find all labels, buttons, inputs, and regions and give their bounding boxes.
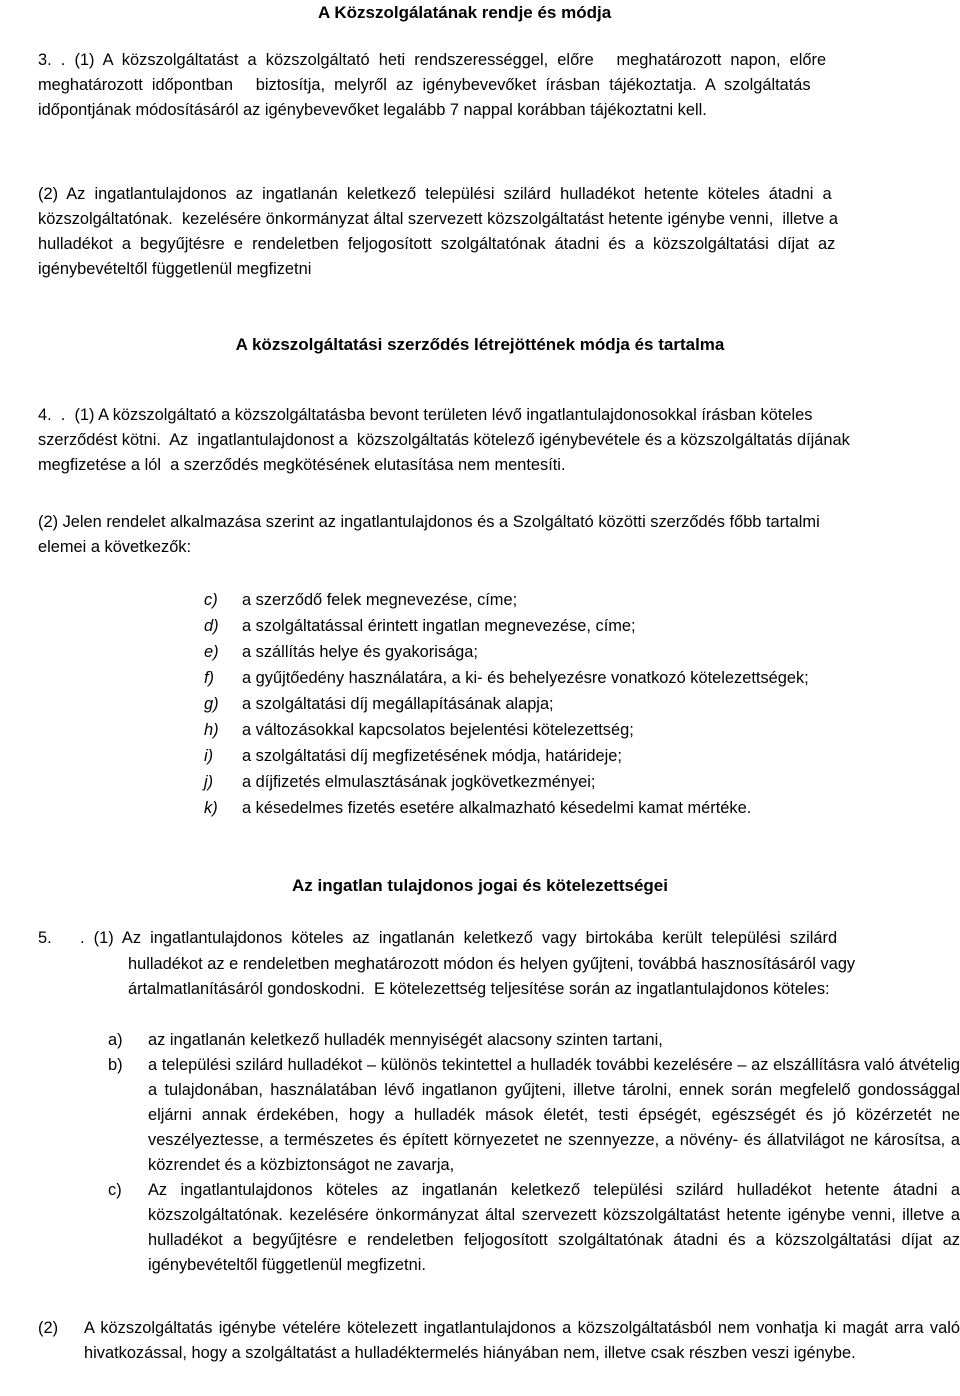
list-item-text: az ingatlanán keletkező hulladék mennyiségét alacsony szinten tartani, [148, 1031, 663, 1049]
section-5-paragraph-2 [38, 1316, 960, 1366]
list-item-text: a szállítás helye és gyakorisága; [242, 643, 478, 661]
list-item-label: c) [108, 1181, 122, 1199]
list-item-label: c) [204, 591, 218, 609]
list-item-text: a szolgáltatási díj megfizetésének módja, határideje; [242, 747, 622, 765]
list-item [204, 770, 924, 796]
text-line: ártalmatlanításáról gondoskodni. E kötelezettség teljesítése során az ingatlantulajdonos köteles: [128, 980, 830, 998]
list-item-text: a díjfizetés elmulasztásának jogkövetkezményei; [242, 773, 596, 791]
text-line: elemei a következők: [38, 538, 192, 556]
list-item [108, 1053, 960, 1178]
text-line: időpontjának módosításáról az igénybevevőket legalább 7 nappal korábban tájékoztatni kell. [38, 101, 707, 119]
list-item-text: a szolgáltatási díj megállapításának alapja; [242, 695, 554, 713]
paragraph-text: A közszolgáltatás igénybe vételére kötelezett ingatlantulajdonos a közszolgáltatásból nem vonhatja ki magát arra való hivatkozással, hogy a szolgáltatást a hulladéktermelés hiányában nem, illetve csak részben veszi igénybe. [84, 1319, 960, 1362]
section-4-paragraph-1 [38, 403, 960, 478]
list-item-label: a) [108, 1031, 123, 1049]
text-line: 4. . (1) A közszolgáltató a közszolgáltatásba bevont területen lévő ingatlantulajdonosokkal írásban köteles [38, 406, 813, 424]
text-line: hulladékot az e rendeletben meghatározott módon és helyen gyűjteni, továbbá hasznosításáról vagy [128, 955, 856, 973]
section-5-number: 5. [38, 929, 52, 947]
list-item-label: g) [204, 695, 219, 713]
section-5-continuation [128, 952, 960, 1002]
list-item [204, 666, 924, 692]
text-line: hulladékot a begyűjtésre e rendeletben feljogosított szolgáltatónak átadni és a közszolgáltatási díjat az [38, 235, 836, 253]
section-heading-owner-rights: Az ingatlan tulajdonos jogai és kötelezettségei [292, 876, 668, 895]
list-item-label: e) [204, 643, 219, 661]
list-item [204, 692, 924, 718]
list-item-text: a változásokkal kapcsolatos bejelentési kötelezettség; [242, 721, 634, 739]
list-item-label: d) [204, 617, 219, 635]
contract-elements-list [204, 588, 924, 822]
list-item-label: j) [204, 773, 214, 791]
list-item-text: a szerződő felek megnevezése, címe; [242, 591, 518, 609]
list-item [204, 744, 924, 770]
section-4-paragraph-2 [38, 510, 960, 560]
list-item-label: f) [204, 669, 215, 687]
list-item [108, 1178, 960, 1278]
section-5-first-line: . (1) Az ingatlantulajdonos köteles az ingatlanán keletkező vagy birtokába került települési szilárd [80, 929, 838, 947]
list-item-label: k) [204, 799, 218, 817]
list-item [204, 796, 924, 822]
list-item [204, 640, 924, 666]
list-item-label: h) [204, 721, 219, 739]
text-line: (2) Az ingatlantulajdonos az ingatlanán keletkező települési szilárd hulladékot hetente köteles átadni a [38, 185, 832, 203]
list-item-text: a szolgáltatással érintett ingatlan megnevezése, címe; [242, 617, 636, 635]
text-line: igénybevételtől függetlenül megfizetni [38, 260, 312, 278]
text-line: szerződést kötni. Az ingatlantulajdonost a közszolgáltatás kötelező igénybevétele és a közszolgáltatás díjának [38, 431, 850, 449]
list-item-text: a gyűjtőedény használatára, a ki- és behelyezésre vonatkozó kötelezettségek; [242, 669, 809, 687]
page-title: A Közszolgálatának rendje és módja [318, 3, 612, 22]
list-item [204, 588, 924, 614]
text-line: közszolgáltatónak. kezelésére önkormányzat által szervezett közszolgáltatást hetente igénybe venni, illetve a [38, 210, 838, 228]
text-line: meghatározott időpontban biztosítja, melyről az igénybevevőket írásban tájékoztatja. A szolgáltatás [38, 76, 811, 94]
list-item [108, 1028, 960, 1053]
list-item-label: b) [108, 1056, 123, 1074]
owner-obligations-list [108, 1028, 960, 1278]
text-line: (2) Jelen rendelet alkalmazása szerint az ingatlantulajdonos és a Szolgáltató közötti szerződés főbb tartalmi [38, 513, 820, 531]
list-item-text: Az ingatlantulajdonos köteles az ingatlanán keletkező települési szilárd hulladékot hetente átadni a közszolgáltatónak. kezelésére önkormányzat által szervezett közszolgáltatást hetente igénybe venni, illetve a hulladékot a begyűjtésre e rendeletben feljogosított szolgáltatónak átadni és a közszolgáltatási díjat az igénybevételtől függetlenül megfizetni. [148, 1181, 960, 1274]
paragraph-label: (2) [38, 1319, 59, 1337]
list-item [204, 614, 924, 640]
list-item [204, 718, 924, 744]
list-item-text: a késedelmes fizetés esetére alkalmazható késedelmi kamat mértéke. [242, 799, 752, 817]
text-line: megfizetése a lól a szerződés megkötésének elutasítása nem mentesíti. [38, 456, 566, 474]
text-line: 3. . (1) A közszolgáltatást a közszolgáltató heti rendszerességgel, előre meghatározott napon, előre [38, 51, 827, 69]
section-3-paragraph-1 [38, 48, 960, 123]
section-3-paragraph-2 [38, 182, 960, 282]
section-heading-contract: A közszolgáltatási szerződés létrejöttének módja és tartalma [235, 335, 725, 354]
list-item-label: i) [204, 747, 214, 765]
list-item-text: a települési szilárd hulladékot – különös tekintettel a hulladék további kezelésére – az elszállításra való átvételig a tulajdonában, használatában lévő ingatlanon gyűjteni, illetve tárolni, ennek során megfelelő gondossággal eljárni annak érdekében, hogy a hulladék mások életét, testi épségét, egészségét és jó közérzetét ne veszélyeztesse, a természetes és épített környezetet ne szennyezze, a növény- és állatvilágot ne károsítsa, a közrendet és a közbiztonságot ne zavarja, [148, 1056, 960, 1174]
